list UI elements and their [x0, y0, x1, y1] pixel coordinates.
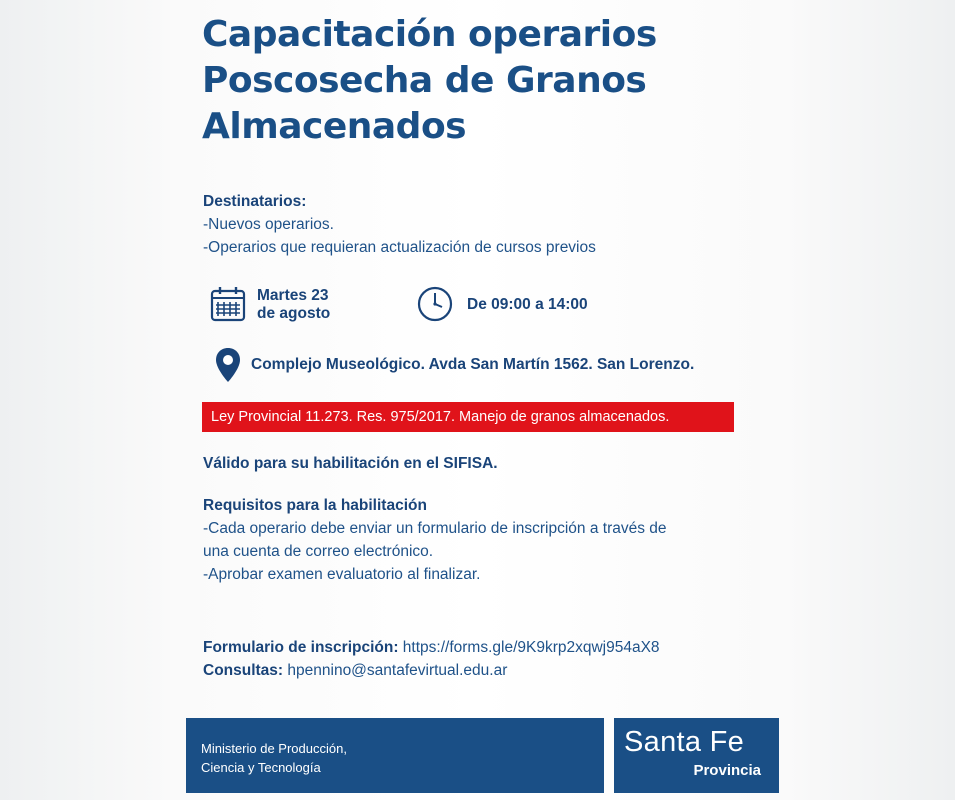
event-time: De 09:00 a 14:00 [467, 296, 588, 313]
event-date-line-2: de agosto [257, 305, 331, 322]
requirements-line-1: -Cada operario debe enviar un formulario de inscripción a través de [203, 520, 667, 537]
brand-name: Santa Fe [624, 726, 745, 758]
location-pin-icon [214, 346, 242, 384]
recipients-item-1: -Nuevos operarios. [203, 216, 334, 233]
event-location: Complejo Museológico. Avda San Martín 1562. San Lorenzo. [251, 356, 695, 373]
event-date-line-1: Martes 23 [257, 287, 329, 304]
title-line-2: Poscosecha de Granos [202, 60, 647, 101]
santa-fe-logo [614, 718, 779, 793]
form-link[interactable]: https://forms.gle/9K9krp2xqwj954aX8 [398, 639, 660, 656]
queries-label: Consultas: [203, 662, 284, 679]
ministry-footer [186, 718, 604, 793]
contact-section [203, 636, 660, 682]
ministry-line-2: Ciencia y Tecnología [201, 760, 321, 775]
ministry-line-1: Ministerio de Producción, [201, 741, 347, 756]
requirements-line-2: una cuenta de correo electrónico. [203, 543, 434, 560]
page-title [202, 12, 802, 150]
recipients-heading: Destinatarios: [203, 193, 307, 210]
requirements-heading: Requisitos para la habilitación [203, 497, 427, 514]
recipients-section [203, 190, 596, 259]
event-date [257, 287, 330, 323]
title-line-3: Almacenados [202, 106, 467, 147]
form-label: Formulario de inscripción: [203, 639, 399, 656]
requirements-line-3: -Aprobar examen evaluatorio al finalizar. [203, 566, 481, 583]
recipients-item-2: -Operarios que requieran actualización de cursos previos [203, 239, 596, 256]
title-line-1: Capacitación operarios [202, 14, 657, 55]
calendar-icon [209, 285, 247, 323]
clock-icon [416, 285, 454, 323]
requirements-section [203, 494, 667, 586]
brand-subtitle: Provincia [693, 762, 761, 779]
valid-note: Válido para su habilitación en el SIFISA. [203, 455, 498, 472]
law-banner: Ley Provincial 11.273. Res. 975/2017. Manejo de granos almacenados. [202, 402, 734, 432]
queries-email[interactable]: hpennino@santafevirtual.edu.ar [283, 662, 508, 679]
